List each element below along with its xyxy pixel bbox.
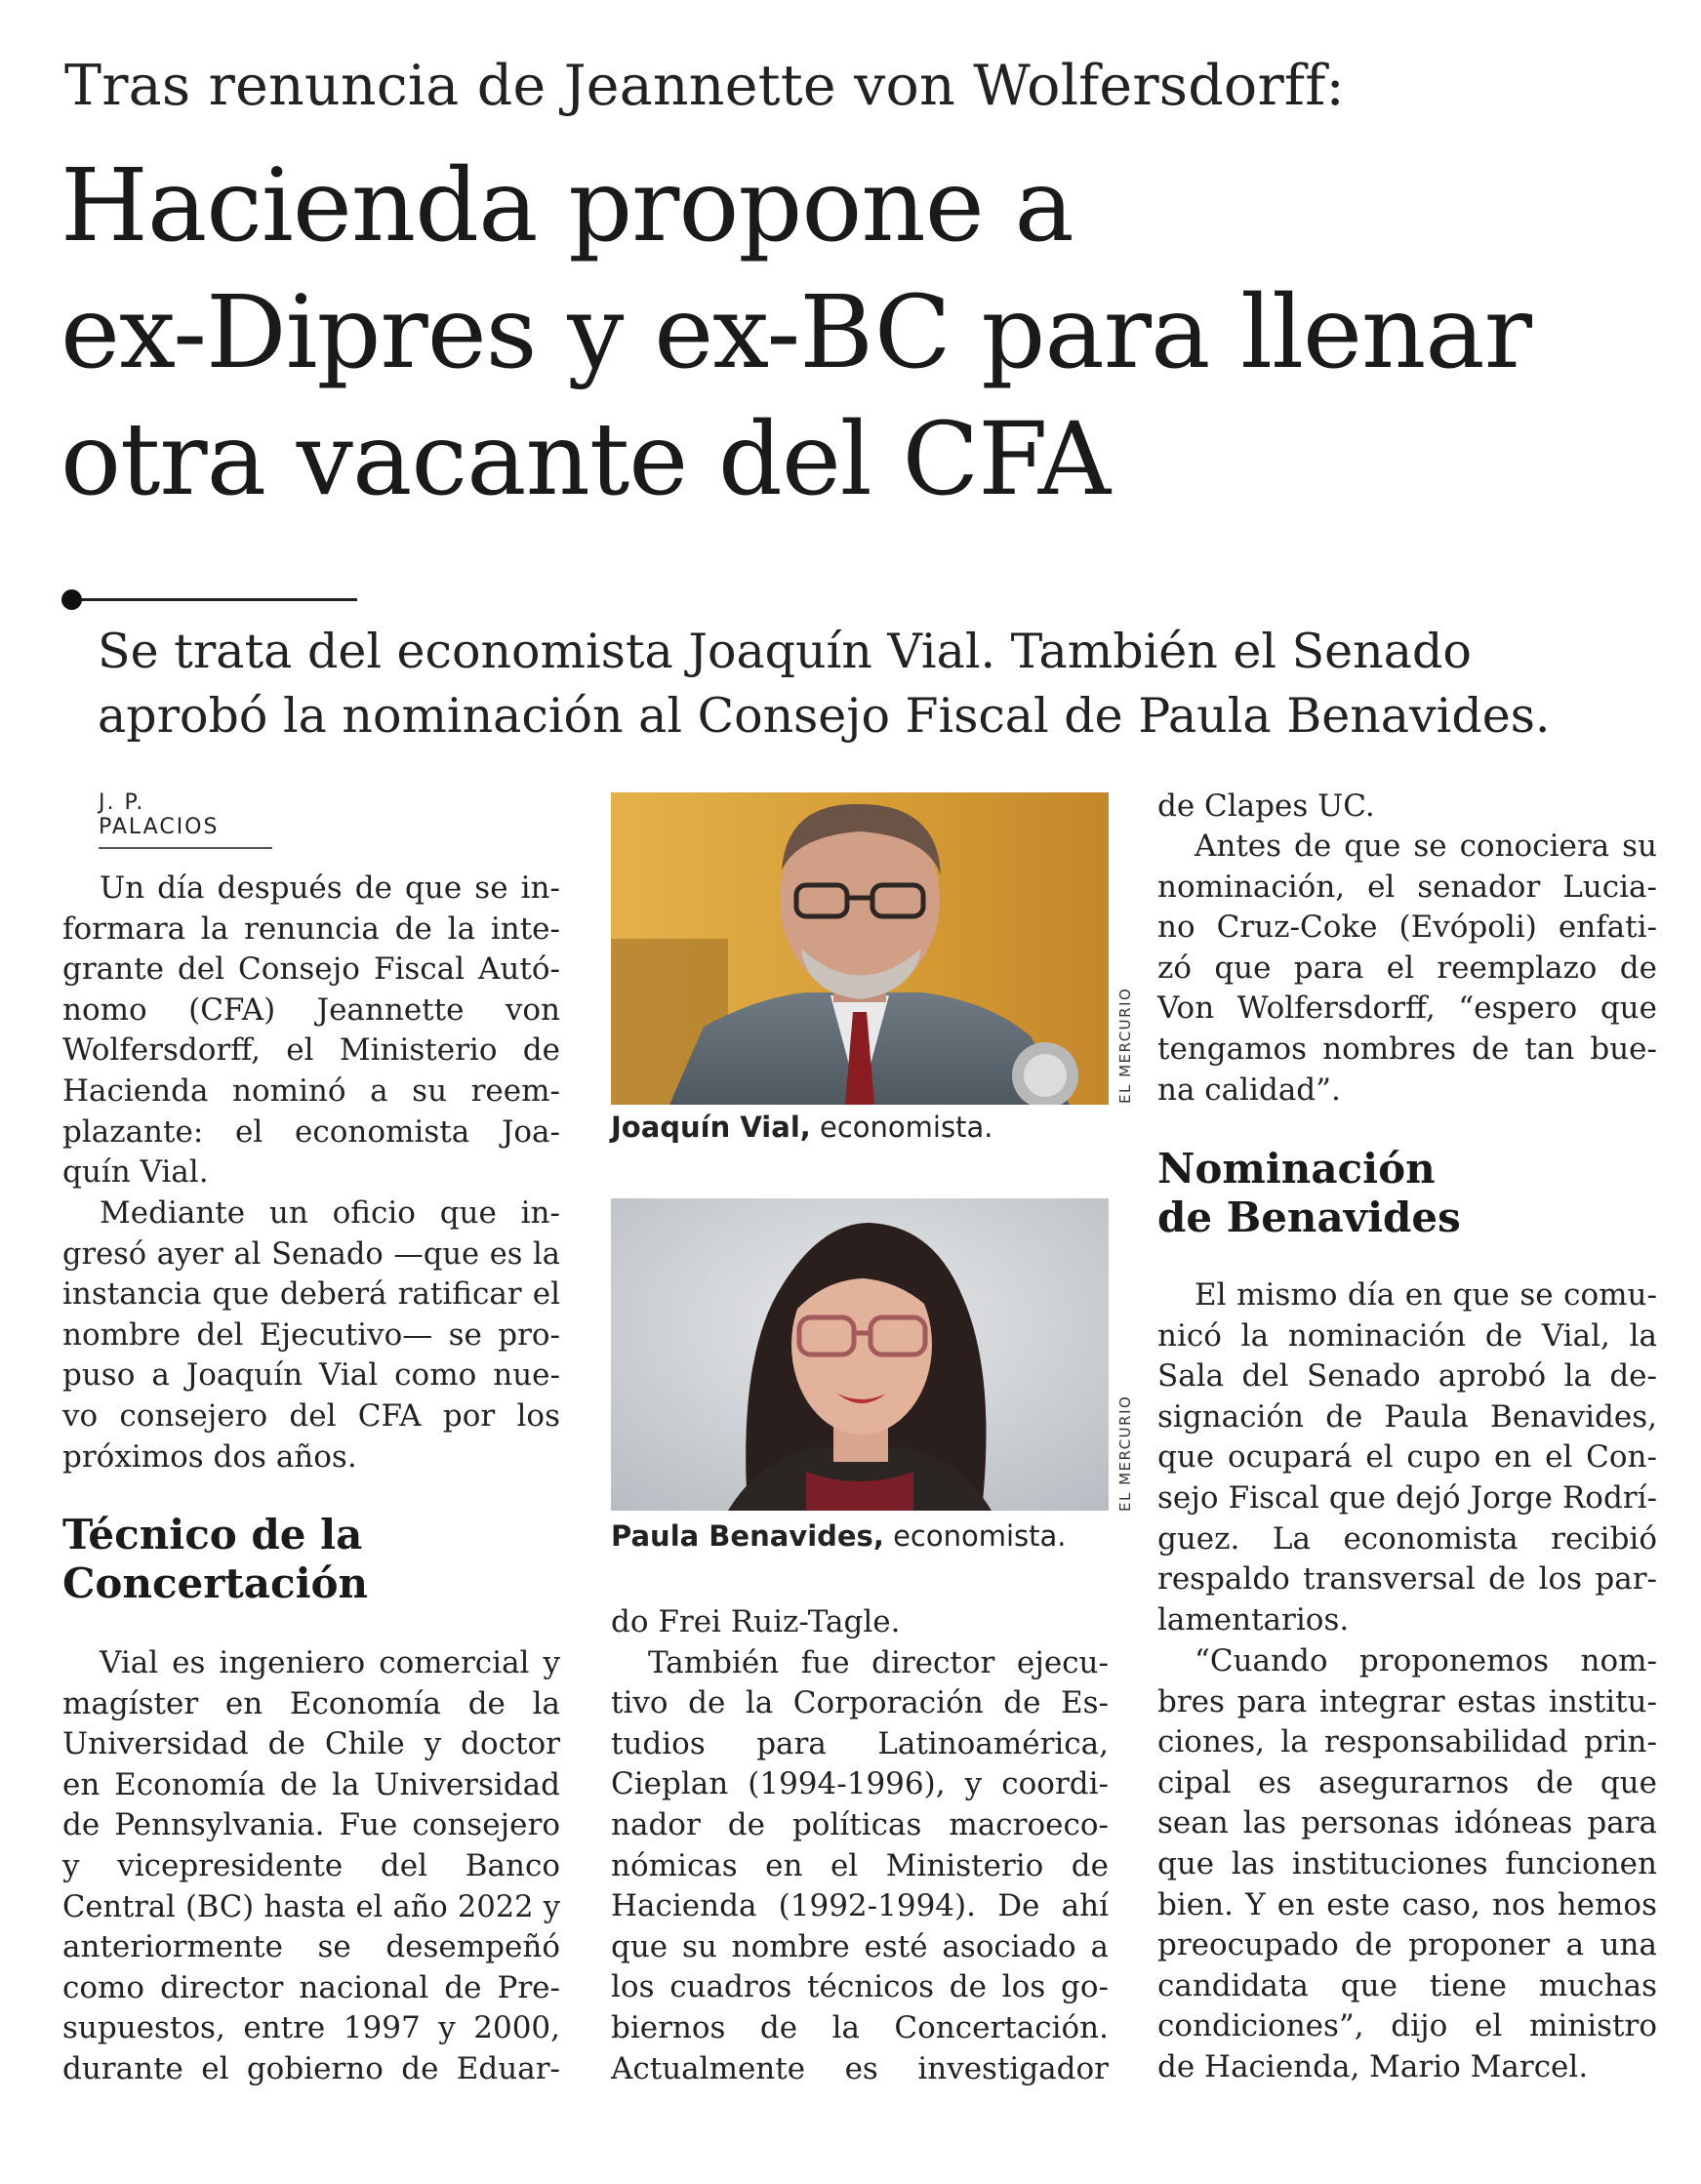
text-line: los cuadros técnicos de los go- bbox=[611, 1969, 1109, 2005]
caption-name: Joaquín Vial, bbox=[611, 1111, 811, 1144]
text-line: vo consejero del CFA por los bbox=[62, 1397, 560, 1434]
text-line: Antes de que se conociera su bbox=[1195, 829, 1657, 864]
text-line: Mediante un oficio que in- bbox=[100, 1195, 560, 1231]
text-line: signación de Paula Benavides, bbox=[1157, 1398, 1657, 1435]
photo-credit: EL MERCURIO bbox=[1116, 1395, 1134, 1512]
text-line: zó que para el reemplazo de bbox=[1157, 950, 1657, 986]
text-line: cipal es asegurarnos de que bbox=[1157, 1764, 1657, 1800]
photo-credit: EL MERCURIO bbox=[1116, 987, 1134, 1104]
text-line: condiciones”, dijo el ministro bbox=[1157, 2008, 1657, 2044]
photo-paula-benavides bbox=[611, 1198, 1109, 1511]
text-line: de Clapes UC. bbox=[1157, 789, 1375, 824]
headline-line: ex-Dipres y ex-BC para llenar bbox=[61, 274, 1531, 391]
text-line: Von Wolfersdorff, “espero que bbox=[1157, 991, 1657, 1027]
text-line: “Cuando proponemos nom- bbox=[1195, 1643, 1657, 1678]
text-line: tengamos nombres de tan bue- bbox=[1157, 1031, 1657, 1067]
article-headline bbox=[61, 142, 1661, 523]
text-line: de Hacienda, Mario Marcel. bbox=[1157, 2048, 1589, 2084]
subhead-line: de Benavides bbox=[1157, 1193, 1461, 1241]
text-line: plazante: el economista Joa- bbox=[62, 1113, 560, 1150]
text-line: como director nacional de Pre- bbox=[62, 1969, 560, 2005]
column-2-text bbox=[611, 1602, 1109, 2089]
text-line: Hacienda nominó a su reem- bbox=[62, 1072, 560, 1109]
subhead-line: Técnico de la bbox=[62, 1511, 363, 1558]
portrait-illustration bbox=[611, 792, 1109, 1105]
text-line: tivo de la Corporación de Es- bbox=[611, 1685, 1109, 1721]
text-line: Un día después de que se in- bbox=[100, 870, 560, 906]
section-rule bbox=[64, 598, 357, 601]
text-line: Cieplan (1994-1996), y coordi- bbox=[611, 1766, 1109, 1802]
text-line: gresó ayer al Senado —que es la bbox=[62, 1236, 560, 1272]
portrait-illustration bbox=[611, 1198, 1109, 1511]
photo-caption-benavides bbox=[611, 1519, 1067, 1553]
text-line: Vial es ingeniero comercial y bbox=[100, 1645, 560, 1680]
text-line: no Cruz-Coke (Evópoli) enfati- bbox=[1157, 910, 1657, 946]
subhead-nominacion bbox=[1157, 1145, 1461, 1242]
text-line: que ocupará el cupo en el Con- bbox=[1157, 1439, 1657, 1476]
text-line: respaldo transversal de los par- bbox=[1157, 1561, 1657, 1598]
text-line: que su nombre esté asociado a bbox=[611, 1928, 1109, 1964]
text-line: supuestos, entre 1997 y 2000, bbox=[62, 2010, 560, 2046]
text-line: Hacienda (1992-1994). De ahí bbox=[611, 1888, 1109, 1924]
text-line: lamentarios. bbox=[1157, 1601, 1350, 1638]
text-line: instancia que deberá ratificar el bbox=[62, 1276, 560, 1313]
text-line: que las instituciones funcionen bbox=[1157, 1845, 1657, 1881]
subhead-tecnico bbox=[62, 1511, 368, 1608]
photo-joaquin-vial bbox=[611, 792, 1109, 1105]
text-line: na calidad”. bbox=[1157, 1072, 1341, 1108]
text-line: biernos de la Concertación. bbox=[611, 2009, 1109, 2045]
text-line: durante el gobierno de Eduar- bbox=[62, 2050, 560, 2086]
subhead-line: Nominación bbox=[1157, 1145, 1436, 1193]
text-line: Universidad de Chile y doctor bbox=[62, 1726, 560, 1762]
caption-role: economista. bbox=[893, 1519, 1067, 1553]
text-line: Central (BC) hasta el año 2022 y bbox=[62, 1889, 560, 1924]
text-line: El mismo día en que se comu- bbox=[1195, 1277, 1657, 1313]
text-line: nomo (CFA) Jeannette von bbox=[62, 991, 560, 1028]
text-line: tudios para Latinoamérica, bbox=[611, 1725, 1109, 1761]
column-1-para-2 bbox=[62, 1193, 560, 1477]
text-line: Wolfersdorff, el Ministerio de bbox=[62, 1032, 560, 1069]
text-line: sean las personas idóneas para bbox=[1157, 1805, 1657, 1841]
column-3-para-1 bbox=[1157, 787, 1657, 828]
text-line: magíster en Economía de la bbox=[62, 1685, 560, 1721]
column-1-para-1 bbox=[62, 869, 560, 1193]
text-line: nombre del Ejecutivo— se pro- bbox=[62, 1316, 560, 1353]
text-line: Actualmente es investigador bbox=[611, 2050, 1109, 2086]
text-line: Sala del Senado aprobó la de- bbox=[1157, 1358, 1657, 1395]
text-line: guez. La economista recibió bbox=[1157, 1520, 1657, 1557]
photo-caption-vial bbox=[611, 1111, 992, 1144]
text-line: formara la renuncia de la inte- bbox=[62, 910, 560, 947]
text-line: do Frei Ruiz-Tagle. bbox=[611, 1604, 901, 1639]
text-line: de Pennsylvania. Fue consejero bbox=[62, 1807, 560, 1843]
headline-line: Hacienda propone a bbox=[61, 147, 1073, 264]
text-line: También fue director ejecu- bbox=[648, 1644, 1109, 1680]
text-line: ciones, la responsabilidad prin- bbox=[1157, 1724, 1657, 1760]
byline: J. P. PALACIOS bbox=[99, 790, 272, 849]
column-3-para-3 bbox=[1157, 1275, 1657, 1640]
text-line: nómicas en el Ministerio de bbox=[611, 1847, 1109, 1883]
text-line: preocupado de proponer a una bbox=[1157, 1927, 1657, 1963]
subhead-line: Concertación bbox=[62, 1559, 369, 1607]
text-line: quín Vial. bbox=[62, 1154, 209, 1191]
text-line: nicó la nominación de Vial, la bbox=[1157, 1317, 1657, 1354]
headline-line: otra vacante del CFA bbox=[61, 401, 1111, 518]
text-line: en Economía de la Universidad bbox=[62, 1766, 560, 1802]
dek-line: aprobó la nominación al Consejo Fiscal de Paula Benavides. bbox=[98, 688, 1551, 744]
article-kicker: Tras renuncia de Jeannette von Wolfersdorff: bbox=[64, 54, 1345, 118]
caption-role: economista. bbox=[820, 1111, 993, 1144]
text-line: próximos dos años. bbox=[62, 1438, 357, 1475]
caption-name: Paula Benavides, bbox=[611, 1519, 884, 1553]
dek-line: Se trata del economista Joaquín Vial. También el Senado bbox=[98, 624, 1472, 679]
article-dek bbox=[98, 620, 1659, 748]
text-line: y vicepresidente del Banco bbox=[62, 1847, 560, 1883]
text-line: grante del Consejo Fiscal Autó- bbox=[62, 951, 560, 988]
text-line: bres para integrar estas institu- bbox=[1157, 1683, 1657, 1719]
bullet-dot bbox=[61, 589, 82, 610]
column-3-para-4 bbox=[1157, 1641, 1657, 2088]
text-line: nador de políticas macroeco- bbox=[611, 1806, 1109, 1842]
column-1-para-3 bbox=[62, 1643, 560, 2090]
text-line: nominación, el senador Lucia- bbox=[1157, 869, 1657, 905]
text-line: anteriormente se desempeñó bbox=[62, 1929, 560, 1965]
text-line: bien. Y en este caso, nos hemos bbox=[1157, 1886, 1657, 1922]
text-line: candidata que tiene muchas bbox=[1157, 1967, 1657, 2003]
text-line: sejo Fiscal que dejó Jorge Rodrí- bbox=[1157, 1479, 1657, 1516]
text-line: puso a Joaquín Vial como nue- bbox=[62, 1357, 560, 1394]
column-3-para-2 bbox=[1157, 827, 1657, 1111]
